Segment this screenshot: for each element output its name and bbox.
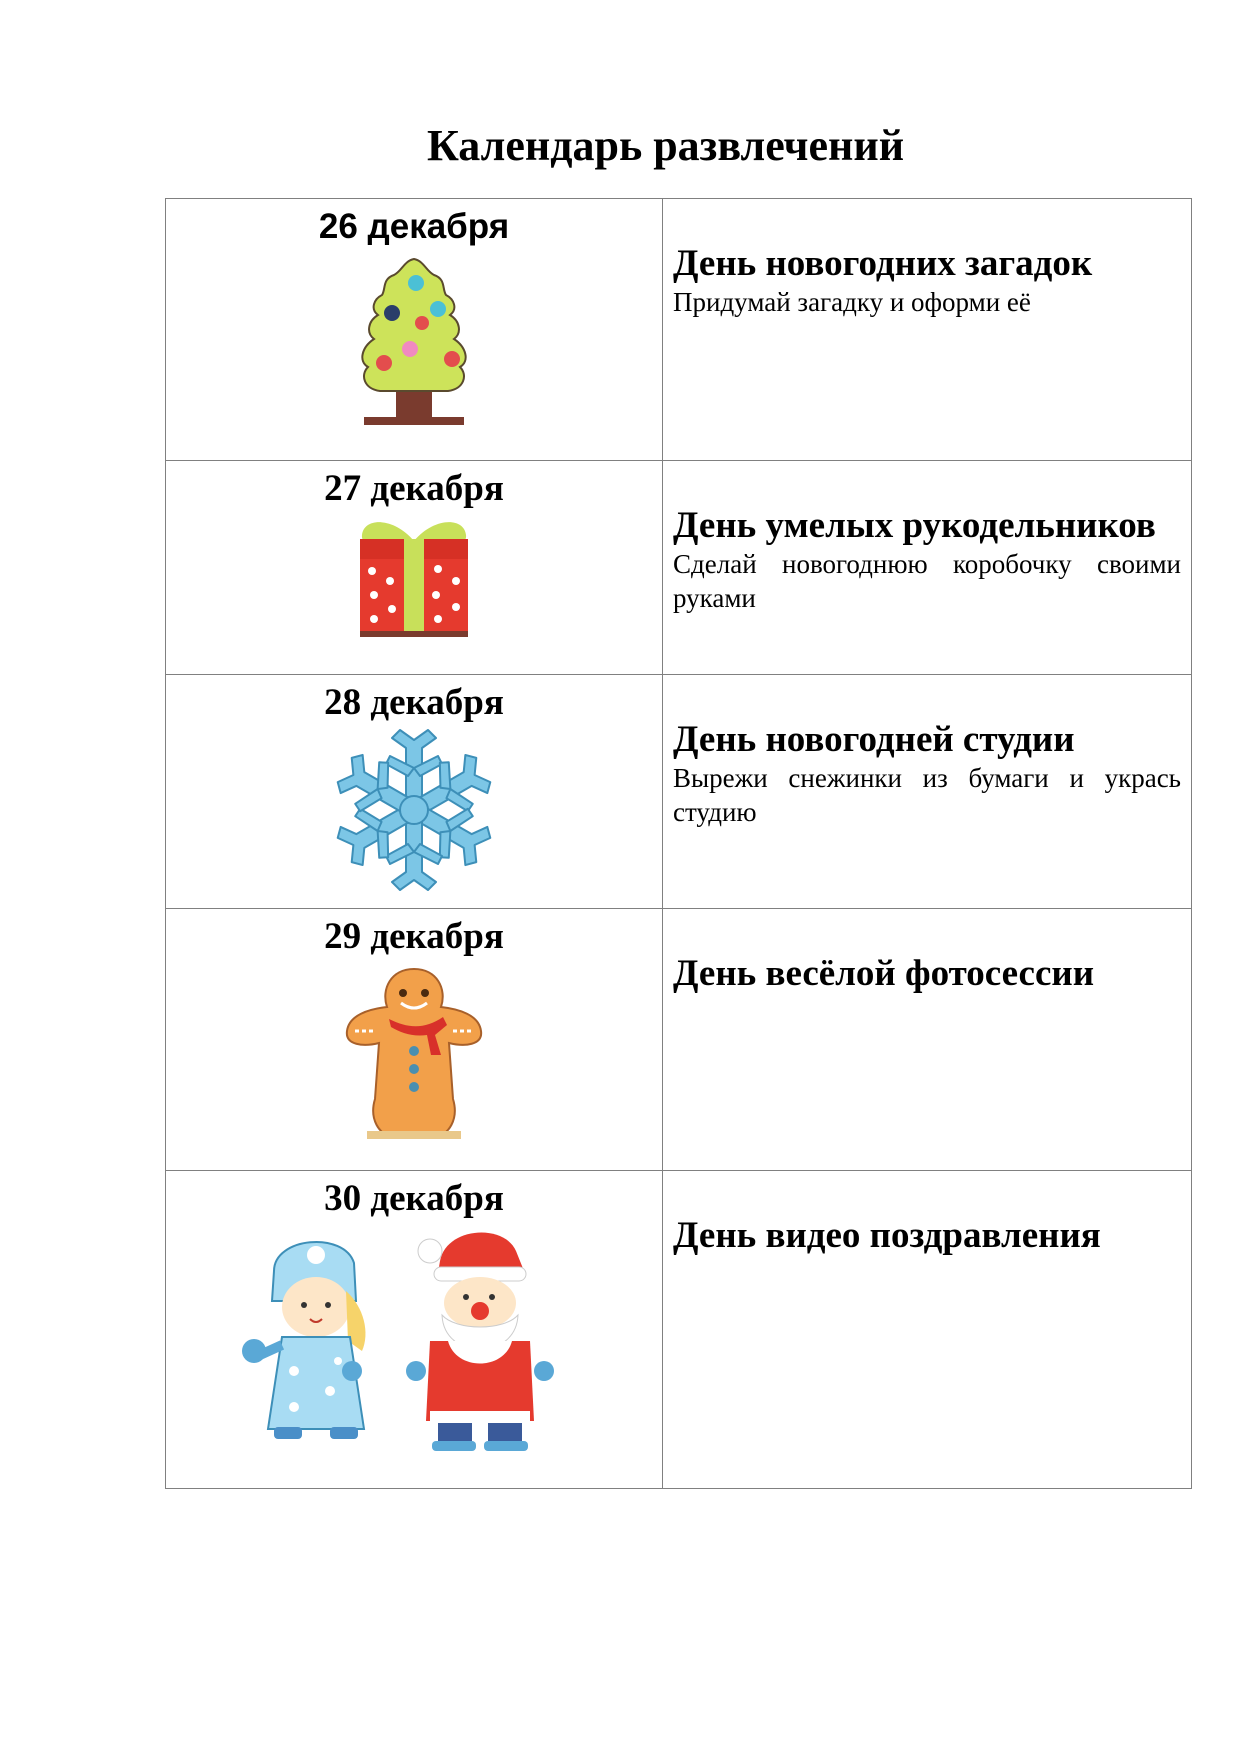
event-cell	[663, 675, 1192, 909]
date-cell	[166, 909, 663, 1171]
date-cell	[166, 1171, 663, 1489]
event-cell	[663, 1171, 1192, 1489]
snow-maiden-and-santa-icon	[234, 1221, 594, 1461]
table-row	[166, 909, 1192, 1171]
gingerbread-man-icon	[329, 959, 499, 1149]
snowflake-icon	[314, 725, 514, 895]
gift-box-icon	[334, 511, 494, 641]
event-cell	[663, 909, 1192, 1171]
event-description: Сделай новогоднюю коробочку своими руками	[673, 549, 1181, 613]
santa-claus-icon	[406, 1232, 554, 1451]
date-label: 28 декабря	[324, 682, 504, 723]
date-label: 29 декабря	[324, 916, 504, 957]
event-title: День новогодних загадок	[673, 243, 1093, 284]
calendar-table	[165, 198, 1192, 1489]
event-title: День умелых рукодельников	[673, 505, 1156, 546]
event-title: День весёлой фотосессии	[673, 953, 1095, 994]
event-description: Вырежи снежинки из бумаги и укрась студию	[673, 763, 1181, 827]
page-title: Календарь развлечений	[426, 121, 905, 170]
event-cell	[663, 461, 1192, 675]
event-description: Придумай загадку и оформи её	[673, 287, 1031, 317]
date-cell	[166, 199, 663, 461]
event-title: День новогодней студии	[673, 719, 1075, 760]
date-cell	[166, 461, 663, 675]
event-title: День видео поздравления	[673, 1215, 1101, 1256]
table-row	[166, 675, 1192, 909]
table-row	[166, 1171, 1192, 1489]
date-label: 26 декабря	[318, 207, 510, 246]
table-row	[166, 199, 1192, 461]
date-label: 30 декабря	[324, 1178, 504, 1219]
event-cell	[663, 199, 1192, 461]
table-row	[166, 461, 1192, 675]
date-cell	[166, 675, 663, 909]
snow-maiden-icon	[242, 1242, 365, 1439]
date-label: 27 декабря	[324, 468, 504, 509]
christmas-tree-icon	[334, 249, 494, 429]
